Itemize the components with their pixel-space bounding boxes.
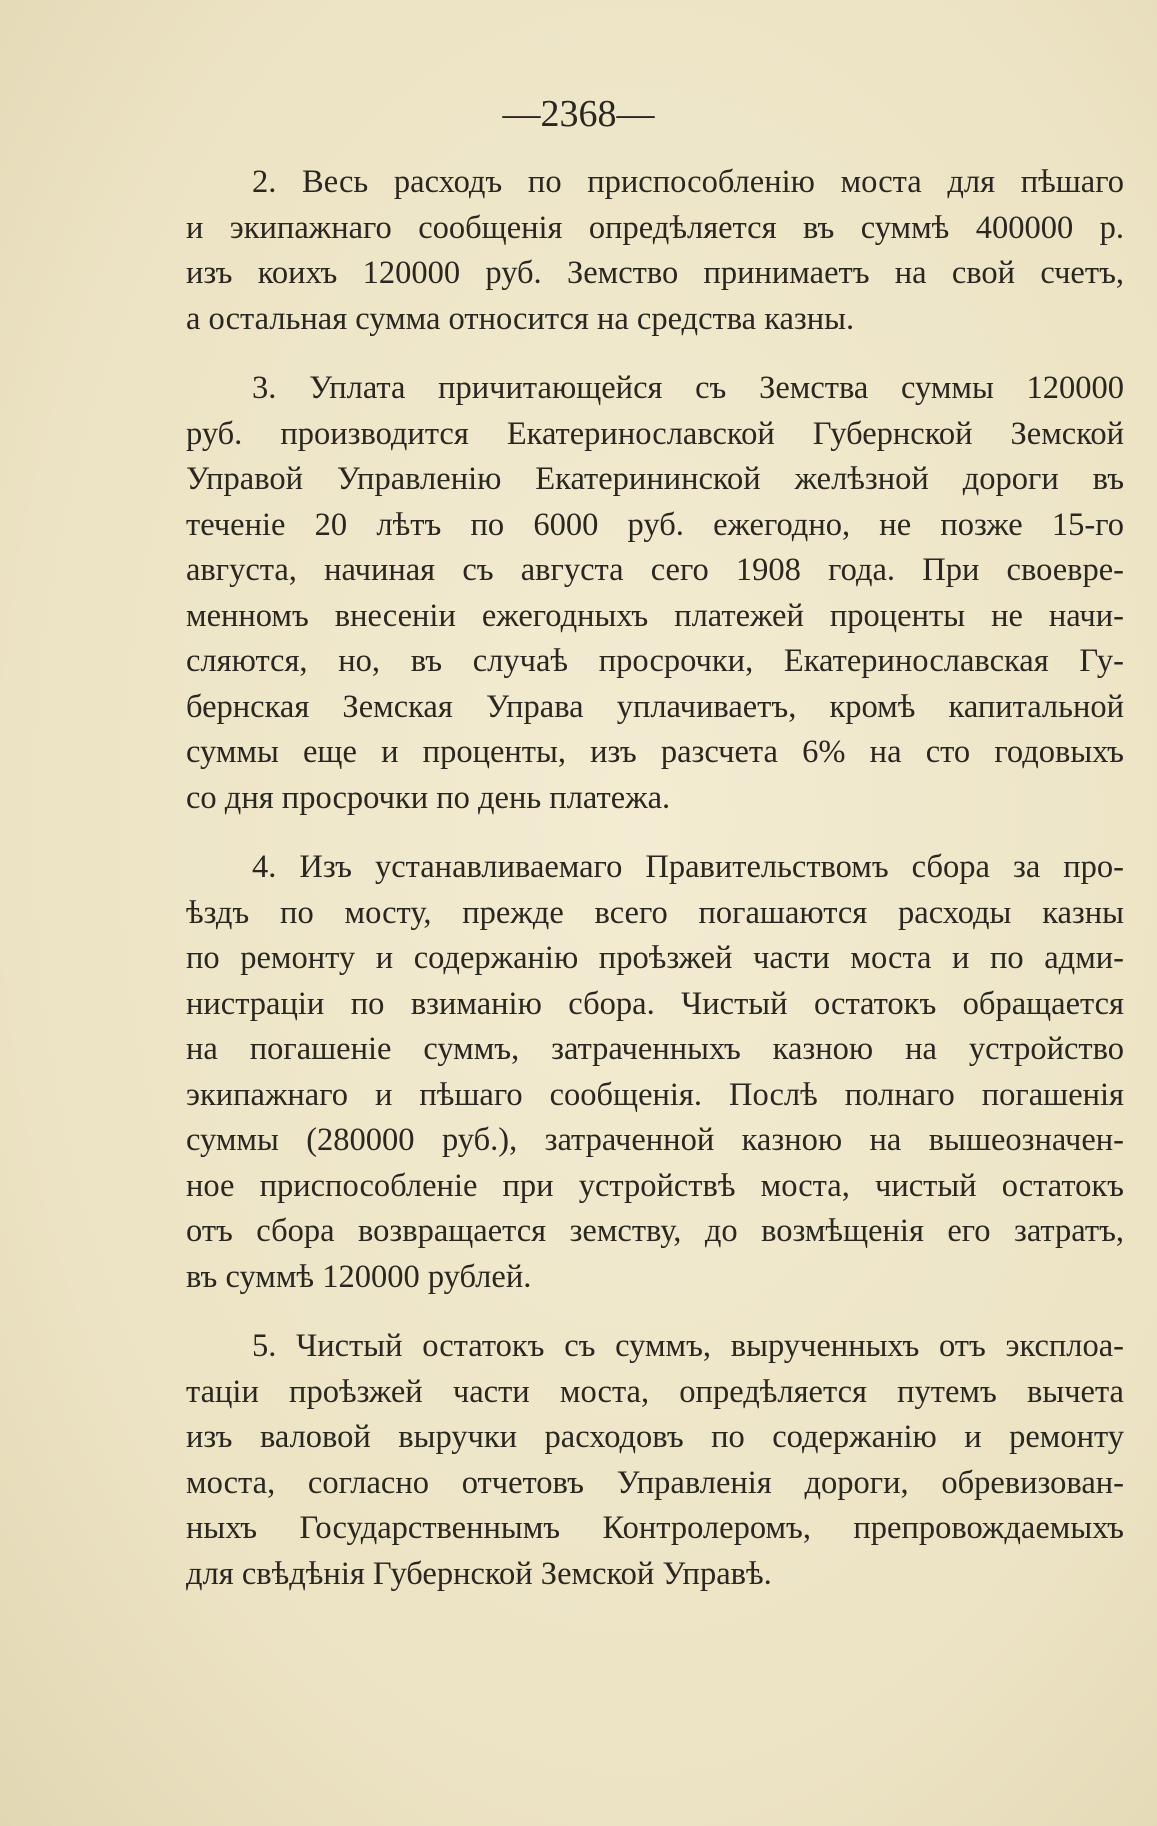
text-line: отъ сбора возвращается земству, до возмѣщенія его затратъ, bbox=[186, 1213, 1124, 1249]
text-line: по ремонту и содержанію проѣзжей части моста и по адми- bbox=[186, 940, 1124, 976]
text-line: 4. Изъ устанавливаемаго Правительствомъ сбора за про- bbox=[252, 849, 1124, 885]
text-line: Управой Управленію Екатерининской желѣзной дороги въ bbox=[186, 461, 1124, 497]
text-line: таціи проѣзжей части моста, опредѣляется путемъ вычета bbox=[186, 1373, 1124, 1410]
text-line: а остальная сумма относится на средства казны. bbox=[186, 300, 855, 337]
text-line: и экипажнаго сообщенія опредѣляется въ суммѣ 400000 р. bbox=[186, 209, 1124, 246]
text-line: экипажнаго и пѣшаго сообщенія. Послѣ полнаго погашенія bbox=[186, 1076, 1124, 1113]
text-line: моста, согласно отчетовъ Управленія дороги, обревизован- bbox=[186, 1464, 1124, 1501]
text-line: въ суммѣ 120000 рублей. bbox=[186, 1258, 532, 1295]
text-line: ныхъ Государственнымъ Контролеромъ, препровождаемыхъ bbox=[186, 1510, 1124, 1546]
text-line: суммы еще и проценты, изъ разсчета 6% на сто годовыхъ bbox=[186, 734, 1124, 770]
paragraph-4 bbox=[186, 845, 1124, 1300]
page-number: —2368— bbox=[502, 93, 655, 135]
paragraph-3 bbox=[186, 366, 1124, 821]
text-line: суммы (280000 руб.), затраченной казною на вышеозначен- bbox=[186, 1122, 1124, 1158]
text-line: 3. Уплата причитающейся съ Земства суммы 120000 bbox=[252, 370, 1124, 406]
text-line: изъ валовой выручки расходовъ по содержанію и ремонту bbox=[186, 1419, 1124, 1455]
text-line: для свѣдѣнія Губернской Земской Управѣ. bbox=[186, 1555, 772, 1592]
text-line: 2. Весь расходъ по приспособленію моста для пѣшаго bbox=[252, 164, 1124, 200]
paragraph-2 bbox=[186, 160, 1124, 342]
text-line: нистраціи по взиманію сбора. Чистый остатокъ обращается bbox=[186, 985, 1124, 1022]
text-line: ное приспособленіе при устройствѣ моста, чистый остатокъ bbox=[186, 1167, 1124, 1204]
text-line: со дня просрочки по день платежа. bbox=[186, 779, 671, 816]
text-line: августа, начиная съ августа сего 1908 года. При своевре- bbox=[186, 552, 1124, 588]
document-body bbox=[186, 160, 1124, 1621]
text-line: ѣздъ по мосту, прежде всего погашаются расходы казны bbox=[186, 894, 1124, 931]
text-line: руб. производится Екатеринославской Губернской Земской bbox=[186, 415, 1124, 452]
text-line: менномъ внесеніи ежегодныхъ платежей проценты не начи- bbox=[186, 597, 1124, 634]
paragraph-5 bbox=[186, 1324, 1124, 1597]
text-line: теченіе 20 лѣтъ по 6000 руб. ежегодно, не позже 15-го bbox=[186, 506, 1124, 543]
text-line: изъ коихъ 120000 руб. Земство принимаетъ на свой счетъ, bbox=[186, 255, 1124, 291]
text-line: на погашеніе суммъ, затраченныхъ казною на устройство bbox=[186, 1031, 1124, 1067]
text-line: бернская Земская Управа уплачиваетъ, кромѣ капитальной bbox=[186, 688, 1124, 725]
text-line: 5. Чистый остатокъ съ суммъ, вырученныхъ отъ эксплоа- bbox=[252, 1328, 1124, 1364]
text-line: сляются, но, въ случаѣ просрочки, Екатеринославская Гу- bbox=[186, 643, 1124, 679]
